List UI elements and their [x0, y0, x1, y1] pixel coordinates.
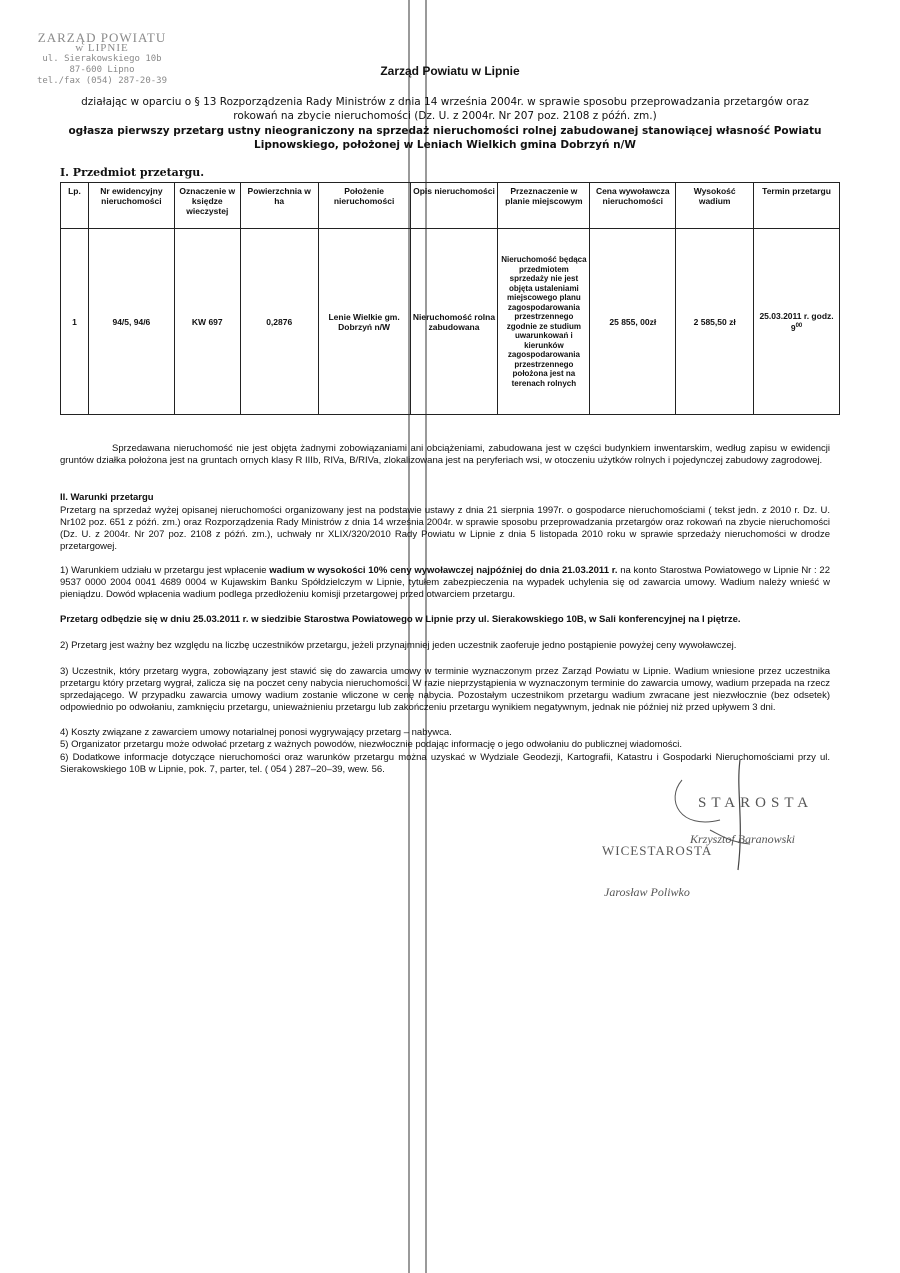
section-1-heading: I. Przedmiot przetargu. — [60, 166, 205, 179]
condition-3: 3) Uczestnik, który przetarg wygra, zobowiązany jest stawić się do zawarcia umowy w terminie wyznaczonym przez Zarząd Powiatu w Lipnie. Wadium wniesione przez uczestnika przetargu który przetarg wygrał, zalicza się na poczet ceny nabycia nieruchomości. W razie nieprzystąpienia w wyznaczonym terminie do zawarcia umowy, wadium przepada na rzecz sprzedającego. W przypadku zawarcia umowy wadium zostanie wliczone w cenę nabycia. Pozostałym uczestnikom przetargu wadium zwracane jest niezwłocznie (bez odsetek) odpowiednio po odwołaniu, zamknięciu przetargu, unieważnieniu przetargu lub zakończeniu przetargu wynikiem negatywnym, jednak nie później niż przed upływem 3 dni. — [60, 666, 830, 713]
time-minutes: 00 — [795, 322, 803, 329]
date-text: 25.03.2011 r. godz. 9 — [759, 310, 834, 333]
cell-deposit: 2 585,50 zł — [676, 229, 754, 415]
office-stamp — [22, 32, 182, 87]
stamp-line-5: tel./fax (054) 287-20-39 — [36, 76, 168, 86]
condition-2: 2) Przetarg jest ważny bez względu na liczbę uczestników przetargu, jeżeli przynajmniej jeden uczestnik zaoferuje jedno postąpienie powyżej ceny wywoławczej. — [60, 640, 737, 651]
header-deposit: Wysokość wadium — [676, 183, 754, 229]
cell-zoning: Nieruchomość będąca przedmiotem sprzedaży nie jest objęta ustaleniami miejscowego planu zagospodarowania przestrzennego zgodnie ze studium uwarunkowań i kierunków zagospodarowania przestrzennego położona jest na terenach rolnych — [498, 229, 590, 415]
document-title: Zarząd Powiatu w Lipnie — [380, 64, 520, 78]
wicestarosta-name: Jarosław Poliwko — [604, 885, 690, 899]
cell-land-register: KW 697 — [174, 229, 240, 415]
intro-text: działając w oparciu o § 13 Rozporządzenia Rady Ministrów z dnia 14 września 2004r. w sprawie sposobu przeprowadzania przetargów oraz rokowań na zbycie nieruchomości (Dz. U. z 2004r. Nr 207 poz. 2108 z późń. zm.) — [81, 96, 809, 122]
header-price: Cena wywoławcza nieruchomości — [590, 183, 676, 229]
auction-date-notice: Przetarg odbędzie się w dniu 25.03.2011 r. w siedzibie Starostwa Powiatowego w Lipnie przy ul. Sierakowskiego 10B, w Sali konferencyjnej na I piętrze. — [60, 614, 741, 625]
property-table — [60, 182, 840, 415]
stamp-line-4: 87-600 Lipno — [69, 65, 135, 75]
condition-1 — [60, 565, 830, 601]
condition-5: 5) Organizator przetargu może odwołać przetarg z ważnych powodów, niezwłocznie podając informację o jego odwołaniu do publicznej wiadomości. — [60, 739, 683, 750]
property-description: Sprzedawana nieruchomość nie jest objęta żadnymi zobowiązaniami ani obciążeniami, zabudowana jest w części budynkiem inwentarskim, według zapisu w ewidencji gruntów działka położona jest na gruntach ornych klasy R IIIb, RIVa, B/RIVa, zlokalizowana jest na peryferiach wsi, w otoczeniu użytków rolnych i pojedynczej zabudowy zagrodowej. — [60, 443, 830, 466]
starosta-stamp: STAROSTA — [698, 795, 814, 811]
signature-stroke — [660, 760, 820, 880]
cell-date — [754, 229, 840, 415]
conditions-intro: Przetarg na sprzedaż wyżej opisanej nieruchomości organizowany jest na podstawie ustawy z dnia 21 sierpnia 1997r. o gospodarce nieruchomościami ( tekst jedn. z 2010 r. Dz. U. Nr102 poz. 651 z późń. zm.) oraz Rozporządzenia Rady Ministrów z dnia 14 września 2004r. w sprawie sposobu przeprowadzania przetargów oraz rokowań na zbycie nieruchomości (Dz. U. z 2004r. Nr 207 poz. 2108 z późń. zm.), uchwały nr XLIX/320/2010 Rady Powiatu w Lipnie z dnia 5 listopada 2010 roku w sprawie sprzedaży nieruchomości w drodze przetargowej. — [60, 505, 830, 552]
header-area: Powierzchnia w ha — [240, 183, 318, 229]
header-location: Położenie nieruchomości — [318, 183, 410, 229]
cell-lp: 1 — [61, 229, 89, 415]
cell-description: Nieruchomość rolna zabudowana — [410, 229, 498, 415]
condition-1-rest: na konto Starostwa Powiatowego w Lipnie Nr : 22 9537 0000 2004 0041 4689 0004 w Kujawskim Banku Spółdzielczym w Lipnie, tytułem zabezpieczenia na wypadek uchylenia się od zawarcia umowy. Wadium należy wnieść w pieniądzu. Dowód wpłacenia wadium podlega przedłożeniu komisji przetargowej przed otwarciem przetargu. — [60, 565, 830, 600]
header-zoning: Przeznaczenie w planie miejscowym — [498, 183, 590, 229]
condition-1-deposit: wadium w wysokości 10% ceny wywoławczej najpóźniej do dnia 21.03.2011 r. — [269, 565, 618, 576]
table-row — [61, 229, 840, 415]
header-description: Opis nieruchomości — [410, 183, 498, 229]
cell-area: 0,2876 — [240, 229, 318, 415]
header-lp: Lp. — [61, 183, 89, 229]
table-header-row — [61, 183, 840, 229]
announcement-text: ogłasza pierwszy przetarg ustny nieograniczony na sprzedaż nieruchomości rolnej zabudowanej stanowiącej własność Powiatu Lipnowskiego, położonej w Leniach Wielkich gmina Dobrzyń n/W — [68, 125, 822, 151]
stamp-line-2: w LIPNIE — [75, 42, 129, 54]
stamp-line-3: ul. Sierakowskiego 10b — [42, 54, 162, 64]
condition-1-start: 1) Warunkiem udziału w przetargu jest wpłacenie — [60, 565, 270, 576]
cell-parcel-number: 94/5, 94/6 — [88, 229, 174, 415]
cell-price: 25 855, 00zł — [590, 229, 676, 415]
section-2-heading: II. Warunki przetargu — [60, 492, 154, 503]
header-land-register: Oznaczenie w księdze wieczystej — [174, 183, 240, 229]
wicestarosta-stamp: WICESTAROSTA — [602, 843, 713, 858]
condition-6: 6) Dodatkowe informacje dotyczące nieruchomości oraz warunków przetargu można uzyskać w Wydziale Geodezji, Kartografii, Katastru i Gospodarki Nieruchomościami przy ul. Sierakowskiego 10B w Lipnie, pok. 7, parter, tel. ( 054 ) 287–20–39, wew. 56. — [60, 752, 830, 775]
condition-4: 4) Koszty związane z zawarciem umowy notarialnej ponosi wygrywający przetarg – nabywca. — [60, 727, 452, 738]
cell-location: Lenie Wielkie gm. Dobrzyń n/W — [318, 229, 410, 415]
stamp-line-1: ZARZĄD POWIATU — [37, 30, 167, 45]
header-parcel-number: Nr ewidencyjny nieruchomości — [88, 183, 174, 229]
starosta-name: Krzysztof Baranowski — [690, 832, 796, 846]
header-date: Termin przetargu — [754, 183, 840, 229]
